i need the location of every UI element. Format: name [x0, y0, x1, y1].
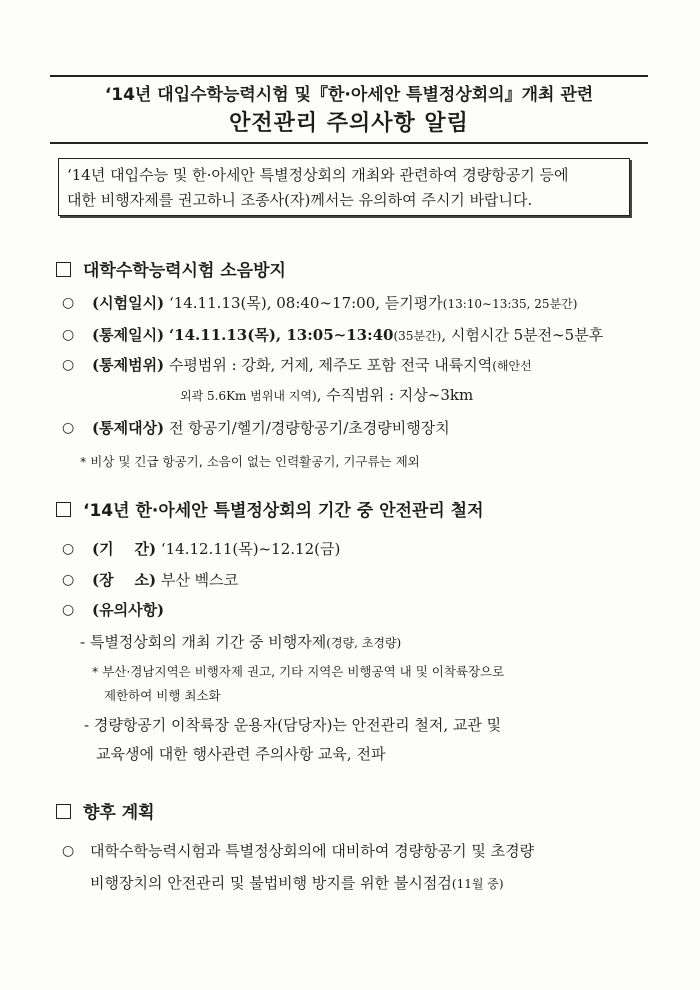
- caution-label-row: (유의사항): [92, 601, 165, 619]
- place-row: (장 소) 부산 벡스코: [92, 571, 239, 589]
- notice-line1: ‘14년 대입수능 및 한·아세안 특별정상회의 개최와 관련하여 경량항공기 등에: [67, 166, 569, 184]
- notice-box: [58, 158, 630, 216]
- title-bottom-rule: [50, 142, 648, 144]
- exception-note: * 비상 및 긴급 항공기, 소음이 없는 인력활공기, 기구류는 제외: [80, 454, 420, 469]
- document-title-line2: 안전관리 주의사항 알림: [229, 111, 469, 136]
- circle-bullet-icon: ○: [62, 843, 75, 859]
- exam-time-row: (시험일시) ‘14.11.13(목), 08:40∼17:00, 듣기평가(13:10∼13:35, 25분간): [92, 294, 578, 312]
- section3-heading: 향후 계획: [56, 798, 155, 823]
- control-time-row: (통제일시) ‘14.11.13(목), 13:05∼13:40(35분간), 시험시간 5분전∼5분후: [92, 326, 604, 344]
- checkbox-square-icon: [56, 502, 71, 517]
- checkbox-square-icon: [56, 262, 71, 277]
- circle-bullet-icon: ○: [62, 420, 75, 436]
- control-range-row: (통제범위) 수평범위 : 강화, 거제, 제주도 포함 전국 내륙지역(해안선: [92, 356, 532, 374]
- circle-bullet-icon: ○: [62, 572, 75, 588]
- caution-item1: - 특별정상회의 개최 기간 중 비행자제(경량, 초경량): [80, 633, 402, 651]
- section1-heading: 대학수학능력시험 소음방지: [56, 256, 286, 281]
- title-top-rule: [50, 75, 648, 77]
- control-range-row-cont: 외곽 5.6Km 범위내 지역), 수직범위 : 지상∼3km: [180, 386, 474, 404]
- caution-note-line1: * 부산·경남지역은 비행자제 권고, 기타 지역은 비행공역 내 및 이착륙장으로: [92, 664, 505, 679]
- control-target-row: (통제대상) 전 항공기/헬기/경량항공기/초경량비행장치: [92, 419, 450, 437]
- circle-bullet-icon: ○: [62, 327, 75, 343]
- circle-bullet-icon: ○: [62, 541, 75, 557]
- checkbox-square-icon: [56, 804, 71, 819]
- caution-note-line2: 제한하여 비행 최소화: [104, 688, 221, 703]
- document-title-line1: ‘14년 대입수학능력시험 및『한·아세안 특별정상회의』개최 관련: [104, 85, 594, 105]
- period-row: (기 간) ‘14.12.11(목)~12.12(금): [92, 540, 341, 558]
- notice-line2: 대한 비행자제를 권고하니 조종사(자)께서는 유의하여 주시기 바랍니다.: [67, 191, 533, 209]
- circle-bullet-icon: ○: [62, 357, 75, 373]
- circle-bullet-icon: ○: [62, 602, 75, 618]
- caution-item2-line2: 교육생에 대한 행사관련 주의사항 교육, 전파: [96, 745, 386, 763]
- caution-item2-line1: - 경량항공기 이착륙장 운용자(담당자)는 안전관리 철저, 교관 및: [84, 716, 502, 734]
- plan-line1: 대학수학능력시험과 특별정상회의에 대비하여 경량항공기 및 초경량: [90, 842, 535, 860]
- circle-bullet-icon: ○: [62, 295, 75, 311]
- section2-heading: ‘14년 한·아세안 특별정상회의 기간 중 안전관리 철저: [56, 496, 484, 521]
- plan-line2: 비행장치의 안전관리 및 불법비행 방지를 위한 불시점검(11월 중): [90, 874, 504, 892]
